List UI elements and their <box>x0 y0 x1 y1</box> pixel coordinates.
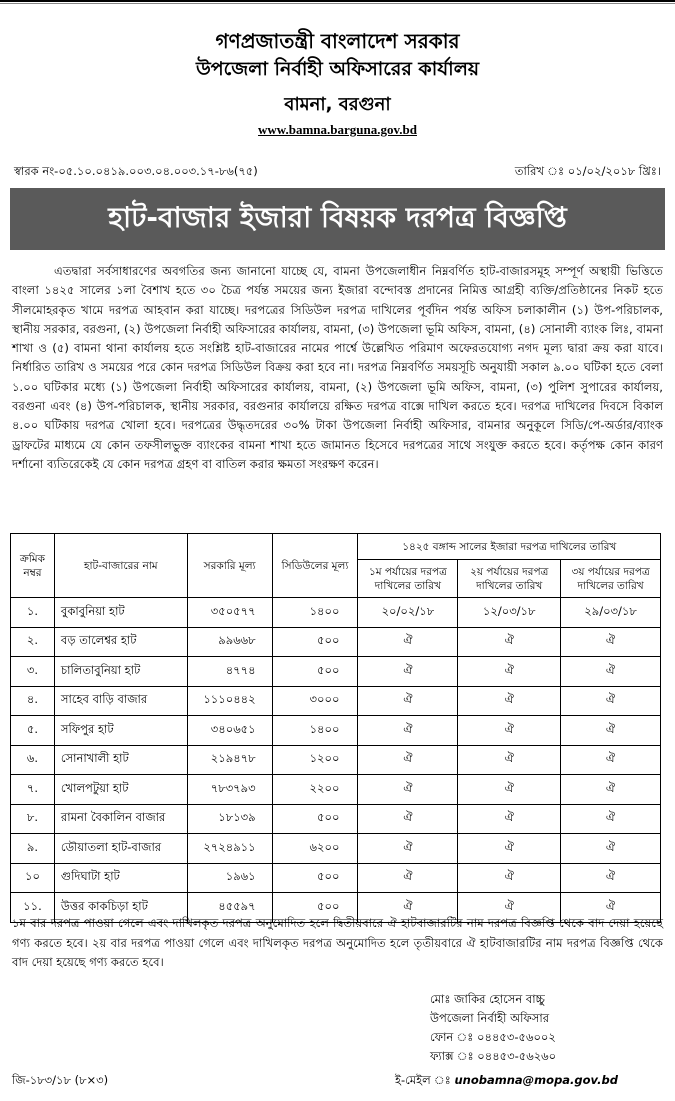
cell-phase3-date: ঐ <box>561 893 661 923</box>
cell-serial: ৬. <box>11 745 55 775</box>
cell-phase2-date: ঐ <box>458 893 561 923</box>
cell-govt-price: ৩৫০৫৭৭ <box>187 598 272 628</box>
table-row <box>11 745 661 775</box>
cell-phase1-date: ঐ <box>358 686 458 716</box>
cell-schedule-price: ১৪০০ <box>272 598 358 628</box>
table-row <box>11 598 661 628</box>
letterhead <box>0 28 675 140</box>
memo-number: স্বারক নং-০৫.১০.০৪১৯.০০৩.০৪.০০৩.১৭-৮৬(৭৫) <box>14 164 258 178</box>
cell-govt-price: ২৭২৪৯১১ <box>187 834 272 864</box>
email-label: ই-মেইল ঃ <box>395 1073 451 1087</box>
cell-schedule-price: ৬২০০ <box>272 834 358 864</box>
cell-phase1-date: ঐ <box>358 627 458 657</box>
cell-market-name: সফিপুর হাট <box>54 716 187 746</box>
cell-serial: ২. <box>11 627 55 657</box>
cell-market-name: বড় তালেশ্বর হাট <box>54 627 187 657</box>
cell-phase2-date: ১২/০৩/১৮ <box>458 598 561 628</box>
cell-phase3-date: ঐ <box>561 804 661 834</box>
cell-serial: ১১. <box>11 893 55 923</box>
table-row <box>11 686 661 716</box>
th-serial: ক্রমিক নম্বর <box>11 534 55 598</box>
phone-number: ফোন ঃ ০৪৪৫৩-৫৬০০২ <box>430 1030 556 1044</box>
notice-banner <box>10 188 665 250</box>
cell-market-name: সোনাখালী হাট <box>54 745 187 775</box>
cell-phase2-date: ঐ <box>458 657 561 687</box>
cell-phase1-date: ঐ <box>358 804 458 834</box>
table-row <box>11 863 661 893</box>
cell-phase1-date: ঐ <box>358 863 458 893</box>
table-body <box>11 598 661 923</box>
notice-title: হাট-বাজার ইজারা বিষয়ক দরপত্র বিজ্ঞপ্তি <box>108 200 567 234</box>
cell-market-name: রামনা বৈকালিন বাজার <box>54 804 187 834</box>
th-govt-price: সরকারি মূল্য <box>187 534 272 598</box>
cell-schedule-price: ৩০০০ <box>272 686 358 716</box>
cell-phase1-date: ঐ <box>358 834 458 864</box>
cell-phase2-date: ঐ <box>458 745 561 775</box>
th-phase2: ২য় পর্যায়ের দরপত্র দাখিলের তারিখ <box>458 560 561 598</box>
table-row <box>11 834 661 864</box>
th-phase3: ৩য় পর্যায়ের দরপত্র দাখিলের তারিখ <box>561 560 661 598</box>
cell-serial: ৫. <box>11 716 55 746</box>
website-link[interactable]: www.bamna.barguna.gov.bd <box>258 122 417 137</box>
cell-phase2-date: ঐ <box>458 834 561 864</box>
memo-date: তারিখ ঃ ০১/০২/২০১৮ খ্রিঃ। <box>514 164 661 178</box>
cell-phase3-date: ২৯/০৩/১৮ <box>561 598 661 628</box>
th-schedule-price: সিডিউলের মূল্য <box>272 534 358 598</box>
cell-schedule-price: ৫০০ <box>272 657 358 687</box>
cell-govt-price: ৩৪০৬৫১ <box>187 716 272 746</box>
cell-phase1-date: ঐ <box>358 657 458 687</box>
cell-serial: ১. <box>11 598 55 628</box>
table-row <box>11 627 661 657</box>
cell-serial: ১০ <box>11 863 55 893</box>
cell-serial: ৯. <box>11 834 55 864</box>
market-lease-table <box>10 533 661 923</box>
cell-phase1-date: ঐ <box>358 745 458 775</box>
cell-govt-price: ১১১০৪৪২ <box>187 686 272 716</box>
signature-block <box>430 990 665 1066</box>
office-location: বামনা, বরগুনা <box>284 94 391 115</box>
publication-reference: জি-১৮৩/১৮ (৮×৩) <box>12 1073 109 1087</box>
email-row <box>395 1072 618 1091</box>
cell-govt-price: ৯৯৬৬৮ <box>187 627 272 657</box>
notice-footnote: ১ম বার দরপত্র পাওয়া গেলে এবং দাখিলকৃত দরপত্র অনুমোদিত হলে দ্বিতীয়বারে ঐ হাটবাজারটির নাম দরপত্র বিজ্ঞপ্তি থেকে বাদ দেয়া হয়েছে গণ্য করতে হবে। ২য় বার দরপত্র পাওয়া গেলে এবং দাখিলকৃত দরপত্র অনুমোদিত হলে তৃতীয়বারে ঐ হাটবাজারটির নাম দরপত্র বিজ্ঞপ্তি থেকে বাদ দেয়া হয়েছে গণ্য করতে হবে। <box>12 916 663 969</box>
cell-phase2-date: ঐ <box>458 716 561 746</box>
cell-phase3-date: ঐ <box>561 716 661 746</box>
cell-schedule-price: ৫০০ <box>272 863 358 893</box>
cell-market-name: বুকাবুনিয়া হাট <box>54 598 187 628</box>
cell-market-name: চালিতাবুনিয়া হাট <box>54 657 187 687</box>
cell-phase3-date: ঐ <box>561 775 661 805</box>
fax-number: ফ্যাক্স ঃ ০৪৪৫৩-৫৬২৬০ <box>430 1049 557 1063</box>
cell-govt-price: ১৮১৩৯ <box>187 804 272 834</box>
memo-row <box>14 163 661 182</box>
cell-serial: ৮. <box>11 804 55 834</box>
cell-phase3-date: ঐ <box>561 657 661 687</box>
signatory-designation: উপজেলা নির্বাহী অফিসার <box>430 1011 550 1025</box>
top-border-line <box>0 0 675 4</box>
cell-phase3-date: ঐ <box>561 627 661 657</box>
cell-schedule-price: ৫০০ <box>272 627 358 657</box>
cell-govt-price: ৪৫৫৯৭ <box>187 893 272 923</box>
cell-schedule-price: ৫০০ <box>272 804 358 834</box>
th-name: হাট-বাজারের নাম <box>54 534 187 598</box>
table-row <box>11 716 661 746</box>
th-submission-dates-group: ১৪২৫ বঙ্গাব্দ সালের ইজারা দরপত্র দাখিলের তারিখ <box>358 534 661 560</box>
cell-phase3-date: ঐ <box>561 745 661 775</box>
cell-serial: ৩. <box>11 657 55 687</box>
cell-phase2-date: ঐ <box>458 804 561 834</box>
cell-schedule-price: ২২০০ <box>272 775 358 805</box>
table-row <box>11 775 661 805</box>
cell-phase2-date: ঐ <box>458 863 561 893</box>
cell-phase2-date: ঐ <box>458 627 561 657</box>
cell-govt-price: ২১৯৪৭৮ <box>187 745 272 775</box>
notice-body: এতদ্বারা সর্বসাধারণের অবগতির জন্য জানানো যাচ্ছে যে, বামনা উপজেলাধীন নিম্নবর্ণিত হাট-বাজারসমূহ সম্পূর্ণ অস্থায়ী ভিত্তিতে বাংলা ১৪২৫ সালের ১লা বৈশাখ হতে ৩০ চৈত্র পর্যন্ত সময়ের জন্য ইজারা বন্দোবস্ত প্রদানের নিমিত্ত আগ্রহী ব্যক্তি/প্রতিষ্ঠানের নিকট হতে সীলমোহরকৃত খামে দরপত্র আহবান করা যাচ্ছে। দরপত্রের সিডিউল দরপত্র দাখিলের পূর্বদিন পর্যন্ত অফিস চলাকালীন (১) উপ-পরিচালক, স্থানীয় সরকার, বরগুনা, (২) উপজেলা নির্বাহী অফিসারের কার্যালয়, বামনা, (৩) উপজেলা ভূমি অফিস, বামনা, (৪) সোনালী ব্যাংক লিঃ, বামনা শাখা ও (৫) বামনা থানা কার্যালয় হতে সংশ্লিষ্ট হাট-বাজারের নামের পার্শ্বে উল্লেখিত পরিমাণ অফেরতযোগ্য নগদ মূল্য দ্বারা ক্রয় করা যাবে। নির্ধারিত তারিখ ও সময়ের পরে কোন দরপত্র সিডিউল বিক্রয় করা হবে না। দরপত্র নিম্নবর্ণিত সময়সূচি অনুযায়ী সকাল ৯.০০ ঘটিকা হতে বেলা ১.০০ ঘটিকার মধ্যে (১) উপজেলা নির্বাহী অফিসারের কার্যালয়, বামনা, (২) উপজেলা ভূমি অফিস, বামনা, (৩) পুলিশ সুপারের কার্যালয়, বরগুনা এবং (৪) উপ-পরিচালক, স্থানীয় সরকার, বরগুনার কার্যালয়ে রক্ষিত দরপত্র বাক্সে দাখিল করতে হবে। দরপত্র দাখিলের দিবসে বিকাল ৪.০০ ঘটিকায় দরপত্র খোলা হবে। দরপত্রের উদ্ধৃতদরের ৩০% টাকা উপজেলা নির্বাহী অফিসার, বামনার অনুকূলে সিডি/পে-অর্ডার/ব্যাংক ড্রাফটের মাধ্যমে যে কোন তফসীলভুক্ত ব্যাংকের বামনা শাখা হতে জামানত হিসেবে দরপত্রের সাথে সংযুক্ত করতে হবে। কর্তৃপক্ষ কোন কারণ দর্শানো ব্যতিরেকেই যে কোন দরপত্র গ্রহণ বা বাতিল করার ক্ষমতা সংরক্ষণ করেন। <box>12 264 663 471</box>
cell-phase1-date: ঐ <box>358 893 458 923</box>
cell-market-name: খোলপটুয়া হাট <box>54 775 187 805</box>
email-link[interactable]: unobamna@mopa.gov.bd <box>454 1073 618 1087</box>
th-phase1: ১ম পর্যায়ের দরপত্র দাখিলের তারিখ <box>358 560 458 598</box>
cell-market-name: সাহেব বাড়ি বাজার <box>54 686 187 716</box>
cell-schedule-price: ৫০০ <box>272 893 358 923</box>
cell-phase1-date: ২০/০২/১৮ <box>358 598 458 628</box>
cell-schedule-price: ১৪০০ <box>272 716 358 746</box>
cell-phase2-date: ঐ <box>458 686 561 716</box>
cell-govt-price: ৭৮৩৭৯৩ <box>187 775 272 805</box>
cell-phase1-date: ঐ <box>358 716 458 746</box>
govt-title: গণপ্রজাতন্ত্রী বাংলাদেশ সরকার <box>215 29 460 53</box>
table-row <box>11 657 661 687</box>
office-title: উপজেলা নির্বাহী অফিসারের কার্যালয় <box>195 58 480 80</box>
cell-govt-price: ১৯৬১ <box>187 863 272 893</box>
cell-market-name: ডৌয়াতলা হাট-বাজার <box>54 834 187 864</box>
cell-serial: ৪. <box>11 686 55 716</box>
cell-schedule-price: ১২০০ <box>272 745 358 775</box>
cell-market-name: উত্তর কাকচিড়া হাট <box>54 893 187 923</box>
cell-govt-price: ৪৭৭৪ <box>187 657 272 687</box>
cell-market-name: গুদিঘাটা হাট <box>54 863 187 893</box>
cell-phase1-date: ঐ <box>358 775 458 805</box>
cell-phase3-date: ঐ <box>561 863 661 893</box>
cell-serial: ৭. <box>11 775 55 805</box>
signatory-name: মোঃ জাকির হোসেন বাচ্চু <box>430 992 545 1006</box>
cell-phase3-date: ঐ <box>561 834 661 864</box>
table-row <box>11 804 661 834</box>
cell-phase2-date: ঐ <box>458 775 561 805</box>
cell-phase3-date: ঐ <box>561 686 661 716</box>
